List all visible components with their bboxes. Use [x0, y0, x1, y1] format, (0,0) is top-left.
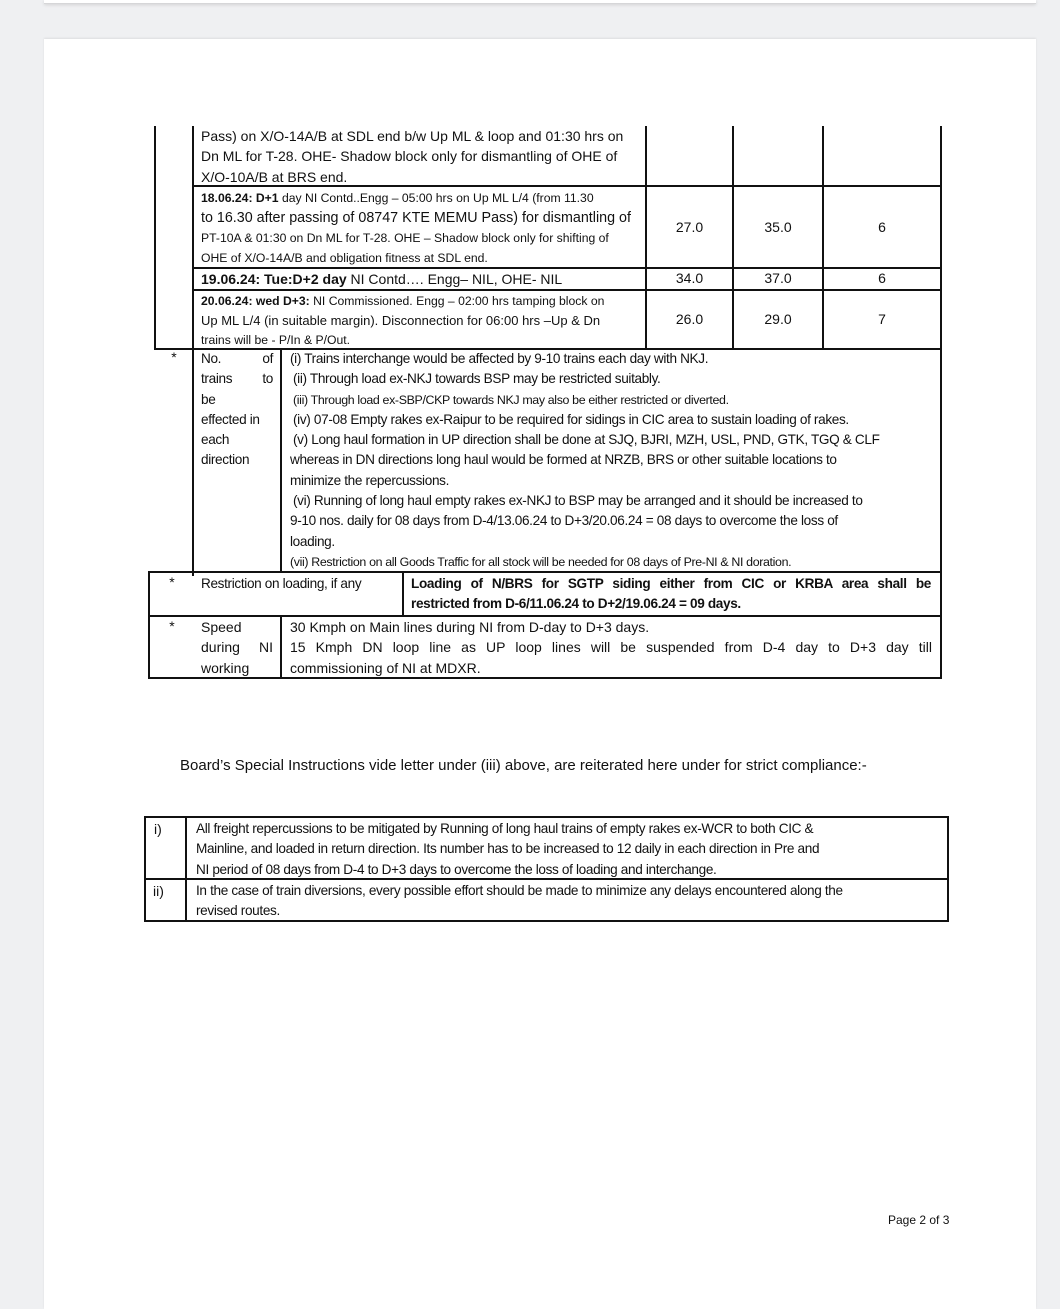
cell-value: 6 [878, 219, 886, 235]
instruction-line: All freight repercussions to be mitigated by Running of long haul trains of empty rakes ex-WCR to both CIC & [196, 821, 814, 836]
list-item: (iv) 07-08 Empty rakes ex-Raipur to be required for sidings in CIC area to sustain loading of rakes. [293, 411, 849, 427]
table-border [402, 571, 404, 617]
row-date: 18.06.24: D+1 [201, 191, 279, 205]
item-number: i) [154, 821, 162, 837]
row-date: 20.06.24: wed D+3: [201, 294, 310, 308]
cell-value: 7 [878, 311, 886, 327]
table-row [201, 126, 639, 187]
row-text: to 16.30 after passing of 08747 KTE MEMU Pass) for dismantling of [201, 210, 631, 226]
table-border [144, 816, 146, 922]
table-border [947, 816, 949, 922]
instruction-item [196, 881, 941, 922]
table-border [154, 126, 156, 349]
cell-value: 6 [878, 270, 886, 286]
document-page [44, 39, 1036, 1309]
table-border [185, 816, 187, 922]
speed-line: commissioning of NI at MDXR. [290, 659, 481, 676]
row-text: NI Commissioned. Engg – 02:00 hrs tamping block on [309, 294, 605, 308]
table-border [280, 615, 282, 679]
cell-value: 37.0 [764, 270, 792, 286]
instruction-line: In the case of train diversions, every possible effort should be made to minimize any delays encountered along the [196, 883, 843, 898]
row-marker: * [171, 349, 177, 365]
label-word: during [201, 639, 240, 656]
label-word: No. [201, 351, 222, 366]
speed-line: 30 Kmph on Main lines during NI from D-day to D+3 days. [290, 619, 650, 635]
table-border [148, 571, 150, 679]
trains-affected-list [290, 349, 932, 572]
list-item: (vi) Running of long haul empty rakes ex-NKJ to BSP may be arranged and it should be increased to [293, 493, 863, 509]
table-border [144, 816, 949, 818]
label-word: trains [201, 371, 233, 387]
list-item: loading. [290, 533, 335, 549]
cell-value: 35.0 [764, 219, 792, 235]
row-label [201, 617, 273, 678]
label-word: of [262, 351, 273, 366]
table-row [201, 291, 641, 349]
restriction-line: Loading of N/BRS for SGTP siding either from CIC or KRBA area shall be [411, 576, 931, 591]
loading-restriction-text [411, 574, 931, 614]
row-text: NI Contd…. Engg– NIL, OHE- NIL [346, 271, 563, 287]
row-text: Up ML L/4 (in suitable margin). Disconnection for 06:00 hrs –Up & Dn [201, 313, 601, 328]
instruction-item [196, 819, 941, 880]
row-text: trains will be - P/In & P/Out. [201, 333, 351, 347]
cell-value: 26.0 [675, 311, 704, 327]
table-border [192, 126, 194, 576]
cell-value: 29.0 [764, 311, 792, 327]
label-word: Speed [201, 619, 242, 635]
row-marker: * [169, 618, 175, 634]
table-border [940, 126, 942, 679]
list-item: 9-10 nos. daily for 08 days from D-4/13.06.24 to D+3/20.06.24 = 08 days to overcome the loss of [290, 513, 838, 529]
row-text: day NI Contd..Engg – 05:00 hrs on Up ML L/4 (from 11.30 [278, 191, 594, 205]
cell-value: 34.0 [675, 270, 704, 286]
item-number: ii) [153, 883, 164, 899]
row-text: OHE of X/O-14A/B and obligation fitness at SDL end. [201, 251, 488, 265]
instruction-line: Mainline, and loaded in return direction. Its number has to be increased to 12 daily in each direction in Pre and [196, 841, 820, 857]
row-text: Dn ML for T-28. OHE- Shadow block only for dismantling of OHE of [201, 148, 618, 165]
speed-line: 15 Kmph DN loop line as UP loop lines will be suspended from D-4 day to D+3 day till [290, 639, 932, 656]
label-word: direction [201, 452, 250, 468]
instructions-heading: Board’s Special Instructions vide letter under (iii) above, are reiterated here under for strict compliance:- [180, 757, 867, 774]
label-word: NI [259, 639, 273, 656]
row-label [201, 349, 273, 471]
row-marker: * [169, 574, 175, 590]
instruction-line: revised routes. [196, 903, 280, 919]
table-border [280, 348, 282, 573]
row-text: PT-10A & 01:30 on Dn ML for T-28. OHE – Shadow block only for shifting of [201, 231, 609, 245]
row-label: Restriction on loading, if any [201, 576, 362, 591]
row-text: Pass) on X/O-14A/B at SDL end b/w Up ML & loop and 01:30 hrs on [201, 128, 624, 144]
table-row [201, 269, 562, 289]
list-item: (v) Long haul formation in UP direction shall be done at SJQ, BJRI, MZH, USL, PND, GTK, TGQ & CLF [293, 432, 880, 448]
row-text: X/O-10A/B at BRS end. [201, 168, 348, 185]
list-item: (i) Trains interchange would be affected by 9-10 trains each day with NKJ. [290, 351, 709, 366]
label-word: effected in [201, 411, 260, 427]
label-word: working [201, 659, 250, 676]
previous-page-edge [44, 0, 1036, 4]
list-item: (vii) Restriction on all Goods Traffic for all stock will be needed for 08 days of Pre-NI & NI doration. [290, 554, 792, 569]
label-word: be [201, 391, 216, 407]
list-item: (iii) Through load ex-SBP/CKP towards NKJ may also be either restricted or diverted. [293, 392, 729, 407]
page-number: Page 2 of 3 [888, 1213, 950, 1227]
cell-value: 27.0 [675, 219, 704, 235]
restriction-line: restricted from D-6/11.06.24 to D+2/19.06.24 = 09 days. [411, 596, 741, 611]
list-item: minimize the repercussions. [290, 472, 450, 488]
list-item: whereas in DN directions long haul would be formed at NRZB, BRS or other suitable locations to [290, 452, 837, 468]
label-word: to [262, 371, 273, 387]
row-date: 19.06.24: Tue:D+2 day [201, 271, 347, 287]
speed-text [290, 617, 932, 678]
label-word: each [201, 432, 230, 448]
table-row [201, 188, 641, 268]
list-item: (ii) Through load ex-NKJ towards BSP may be restricted suitably. [293, 371, 661, 387]
instruction-line: NI period of 08 days from D-4 to D+3 days to overcome the loss of loading and interchange. [196, 861, 717, 877]
